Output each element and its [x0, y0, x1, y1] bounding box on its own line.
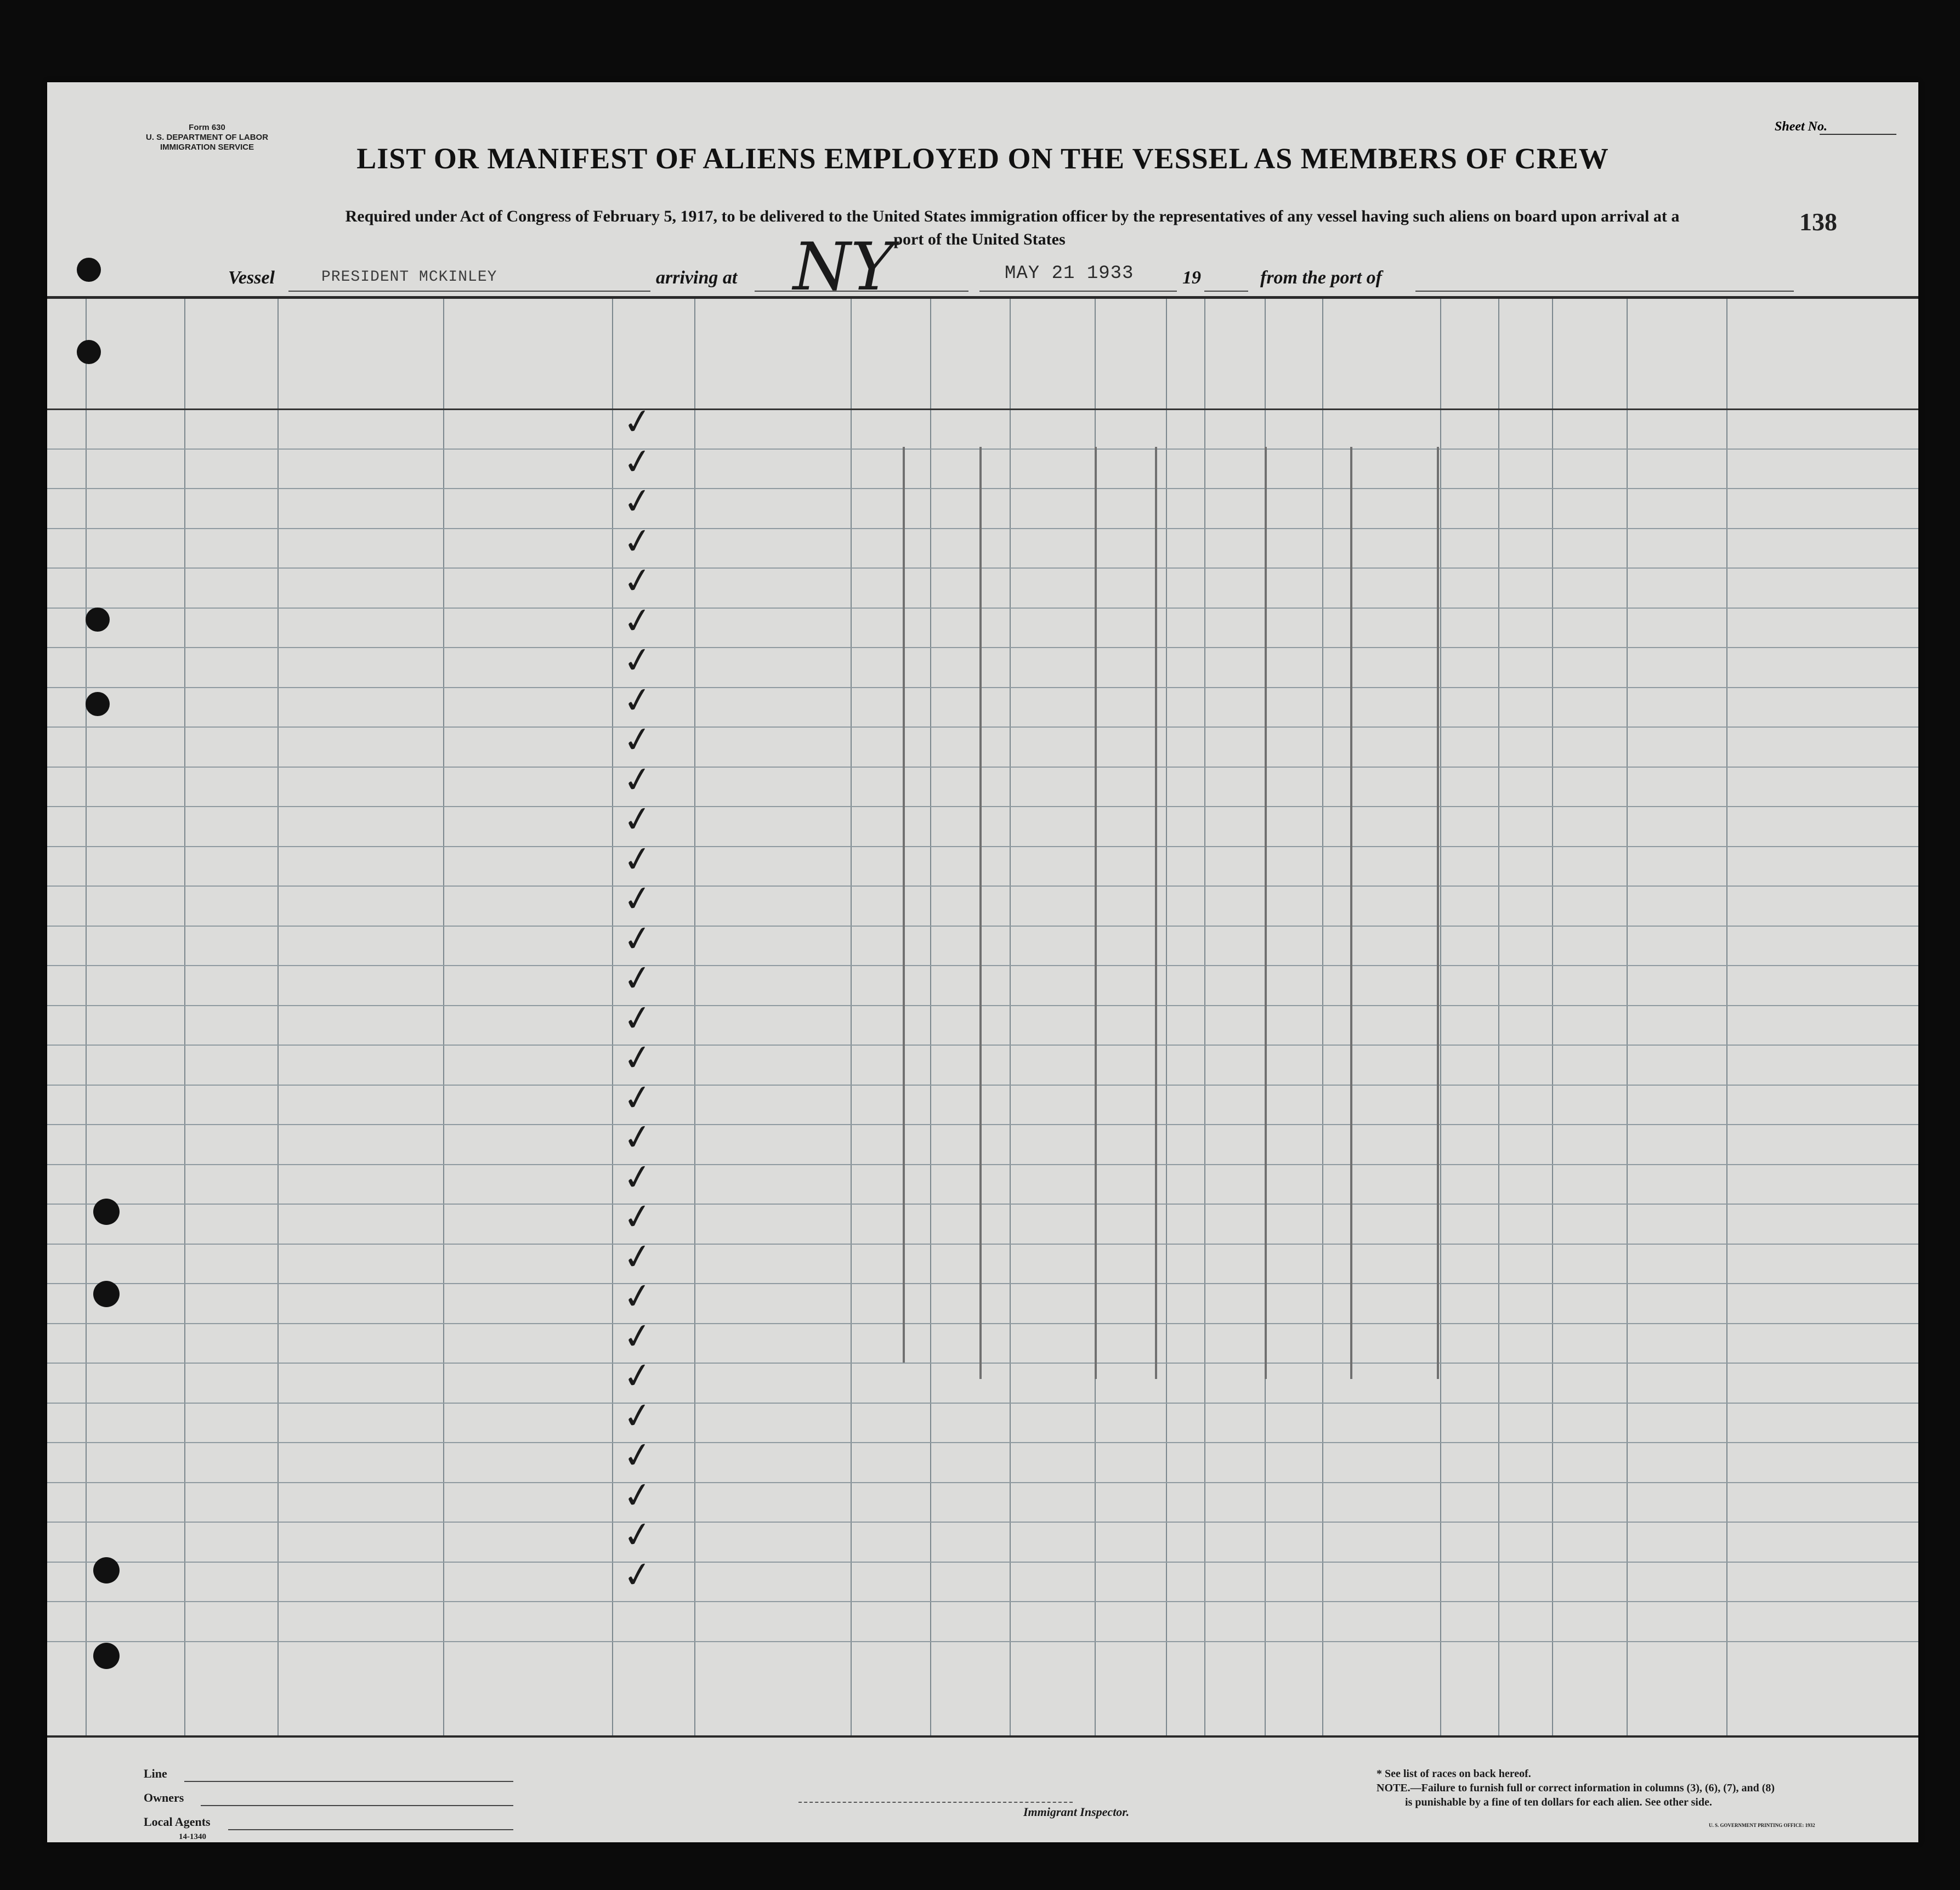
- from-port-label: from the port of: [1260, 268, 1382, 288]
- column-divider: [1010, 299, 1011, 1735]
- row-divider: [47, 767, 1918, 768]
- row-divider: [47, 488, 1918, 489]
- inspector-signature-line: [798, 1802, 1073, 1803]
- row-divider: [47, 567, 1918, 569]
- row-divider: [47, 1005, 1918, 1006]
- service-check-mark: ✓: [620, 1235, 655, 1279]
- service-check-mark: ✓: [620, 519, 655, 564]
- date-line: [979, 291, 1177, 292]
- ditto-mark: [1265, 447, 1267, 1379]
- service-check-mark: ✓: [620, 1354, 655, 1399]
- row-divider: [47, 608, 1918, 609]
- row-divider: [47, 1442, 1918, 1443]
- column-divider: [1204, 299, 1205, 1735]
- column-divider: [1322, 299, 1323, 1735]
- vessel-name: PRESIDENT MCKINLEY: [321, 269, 497, 286]
- column-divider: [1498, 299, 1499, 1735]
- service-check-mark: ✓: [620, 479, 655, 524]
- form-code: 14-1340: [179, 1832, 206, 1841]
- header-divider: [47, 408, 1918, 410]
- printer-mark: U. S. GOVERNMENT PRINTING OFFICE: 1932: [1709, 1823, 1815, 1828]
- row-divider: [47, 1164, 1918, 1165]
- row-divider: [47, 647, 1918, 648]
- service-check-mark: ✓: [620, 1553, 655, 1597]
- row-divider: [47, 1323, 1918, 1324]
- column-divider: [694, 299, 695, 1735]
- ditto-mark: [1437, 447, 1439, 1379]
- row-divider: [47, 727, 1918, 728]
- agents-label: Local Agents: [144, 1815, 211, 1829]
- row-divider: [47, 1045, 1918, 1046]
- service-check-mark: ✓: [620, 996, 655, 1041]
- row-divider: [47, 806, 1918, 807]
- column-divider: [851, 299, 852, 1735]
- service-check-mark: ✓: [620, 1115, 655, 1160]
- punch-hole: [86, 692, 110, 716]
- row-divider: [47, 1641, 1918, 1642]
- punch-hole: [93, 1199, 120, 1225]
- line-label: Line: [144, 1767, 167, 1780]
- column-divider: [1440, 299, 1441, 1735]
- row-divider: [47, 1085, 1918, 1086]
- service-check-mark: ✓: [620, 1394, 655, 1438]
- punch-hole: [93, 1281, 120, 1307]
- row-divider: [47, 1124, 1918, 1125]
- subtitle-line-1: Required under Act of Congress of February 5, 1917, to be delivered to the United States immigration officer by the representatives of any vessel having such aliens on board upon arrival at a: [345, 207, 1680, 225]
- form-number: Form 630: [189, 123, 225, 132]
- subtitle-line-2: port of the United States: [893, 230, 1066, 248]
- penalty-note-2: is punishable by a fine of ten dollars for each alien. See other side.: [1405, 1796, 1712, 1808]
- service-check-mark: ✓: [620, 400, 655, 445]
- row-divider: [47, 1562, 1918, 1563]
- owners-field: [201, 1805, 513, 1806]
- penalty-note-1: NOTE.—Failure to furnish full or correct information in columns (3), (6), (7), and (8): [1376, 1782, 1775, 1794]
- service-check-mark: ✓: [620, 678, 655, 723]
- agents-field: [228, 1829, 513, 1830]
- row-divider: [47, 1403, 1918, 1404]
- service-check-mark: ✓: [620, 837, 655, 882]
- service-check-mark: ✓: [620, 877, 655, 922]
- punch-hole: [93, 1643, 120, 1669]
- sheet-number: 138: [1799, 208, 1837, 236]
- service-check-mark: ✓: [620, 956, 655, 1001]
- year-label: 19: [1182, 268, 1201, 288]
- service-check-mark: ✓: [620, 599, 655, 643]
- row-divider: [47, 1601, 1918, 1602]
- service-check-mark: ✓: [620, 1473, 655, 1518]
- column-divider: [184, 299, 185, 1735]
- row-divider: [47, 846, 1918, 847]
- row-divider: [47, 1522, 1918, 1523]
- service-check-mark: ✓: [620, 1195, 655, 1240]
- column-divider: [277, 299, 279, 1735]
- form-department: U. S. DEPARTMENT OF LABOR: [146, 133, 269, 142]
- row-divider: [47, 926, 1918, 927]
- inspector-label: Immigrant Inspector.: [1023, 1805, 1130, 1819]
- column-divider: [1166, 299, 1167, 1735]
- service-check-mark: ✓: [620, 1433, 655, 1478]
- column-divider: [612, 299, 613, 1735]
- service-check-mark: ✓: [620, 440, 655, 484]
- column-divider: [86, 299, 87, 1735]
- row-divider: [47, 1283, 1918, 1284]
- service-check-mark: ✓: [620, 1274, 655, 1319]
- arriving-port: NY: [793, 229, 894, 305]
- punch-hole: [77, 258, 101, 282]
- column-divider: [1552, 299, 1553, 1735]
- ditto-mark: [979, 447, 982, 1379]
- manifest-sheet: [47, 82, 1918, 1842]
- service-check-mark: ✓: [620, 638, 655, 683]
- sheet-number-line: [1820, 134, 1896, 135]
- service-check-mark: ✓: [620, 1036, 655, 1081]
- service-check-mark: ✓: [620, 797, 655, 842]
- row-divider: [47, 449, 1918, 450]
- service-check-mark: ✓: [620, 1314, 655, 1359]
- column-divider: [1726, 299, 1727, 1735]
- punch-hole: [93, 1557, 120, 1583]
- service-check-mark: ✓: [620, 758, 655, 802]
- race-note: * See list of races on back hereof.: [1376, 1768, 1531, 1780]
- vessel-line: [288, 291, 650, 292]
- ditto-mark: [903, 447, 905, 1363]
- punch-hole: [77, 340, 101, 364]
- sheet-label: Sheet No.: [1775, 120, 1827, 134]
- vessel-label: Vessel: [228, 268, 275, 288]
- service-check-mark: ✓: [620, 1076, 655, 1120]
- service-check-mark: ✓: [620, 1155, 655, 1200]
- row-divider: [47, 886, 1918, 887]
- service-check-mark: ✓: [620, 917, 655, 961]
- punch-hole: [86, 608, 110, 632]
- row-divider: [47, 1204, 1918, 1205]
- line-field: [184, 1781, 513, 1782]
- arrival-date: MAY 21 1933: [1005, 263, 1134, 284]
- service-check-mark: ✓: [620, 1513, 655, 1558]
- page-title: LIST OR MANIFEST OF ALIENS EMPLOYED ON THE VESSEL AS MEMBERS OF CREW: [356, 142, 1609, 175]
- service-check-mark: ✓: [620, 559, 655, 604]
- row-divider: [47, 965, 1918, 966]
- form-service: IMMIGRATION SERVICE: [160, 143, 254, 152]
- row-divider: [47, 1482, 1918, 1483]
- name-divider: [443, 398, 444, 1735]
- column-divider: [1627, 299, 1628, 1735]
- crew-table: [47, 296, 1918, 1738]
- owners-label: Owners: [144, 1791, 184, 1804]
- year-line: [1204, 291, 1248, 292]
- arriving-label: arriving at: [656, 268, 738, 288]
- from-port-line: [1415, 291, 1794, 292]
- ditto-mark: [1155, 447, 1157, 1379]
- row-divider: [47, 1244, 1918, 1245]
- row-divider: [47, 1363, 1918, 1364]
- row-divider: [47, 528, 1918, 529]
- ditto-mark: [1095, 447, 1097, 1379]
- column-divider: [930, 299, 931, 1735]
- row-divider: [47, 687, 1918, 688]
- service-check-mark: ✓: [620, 718, 655, 763]
- ditto-mark: [1350, 447, 1352, 1379]
